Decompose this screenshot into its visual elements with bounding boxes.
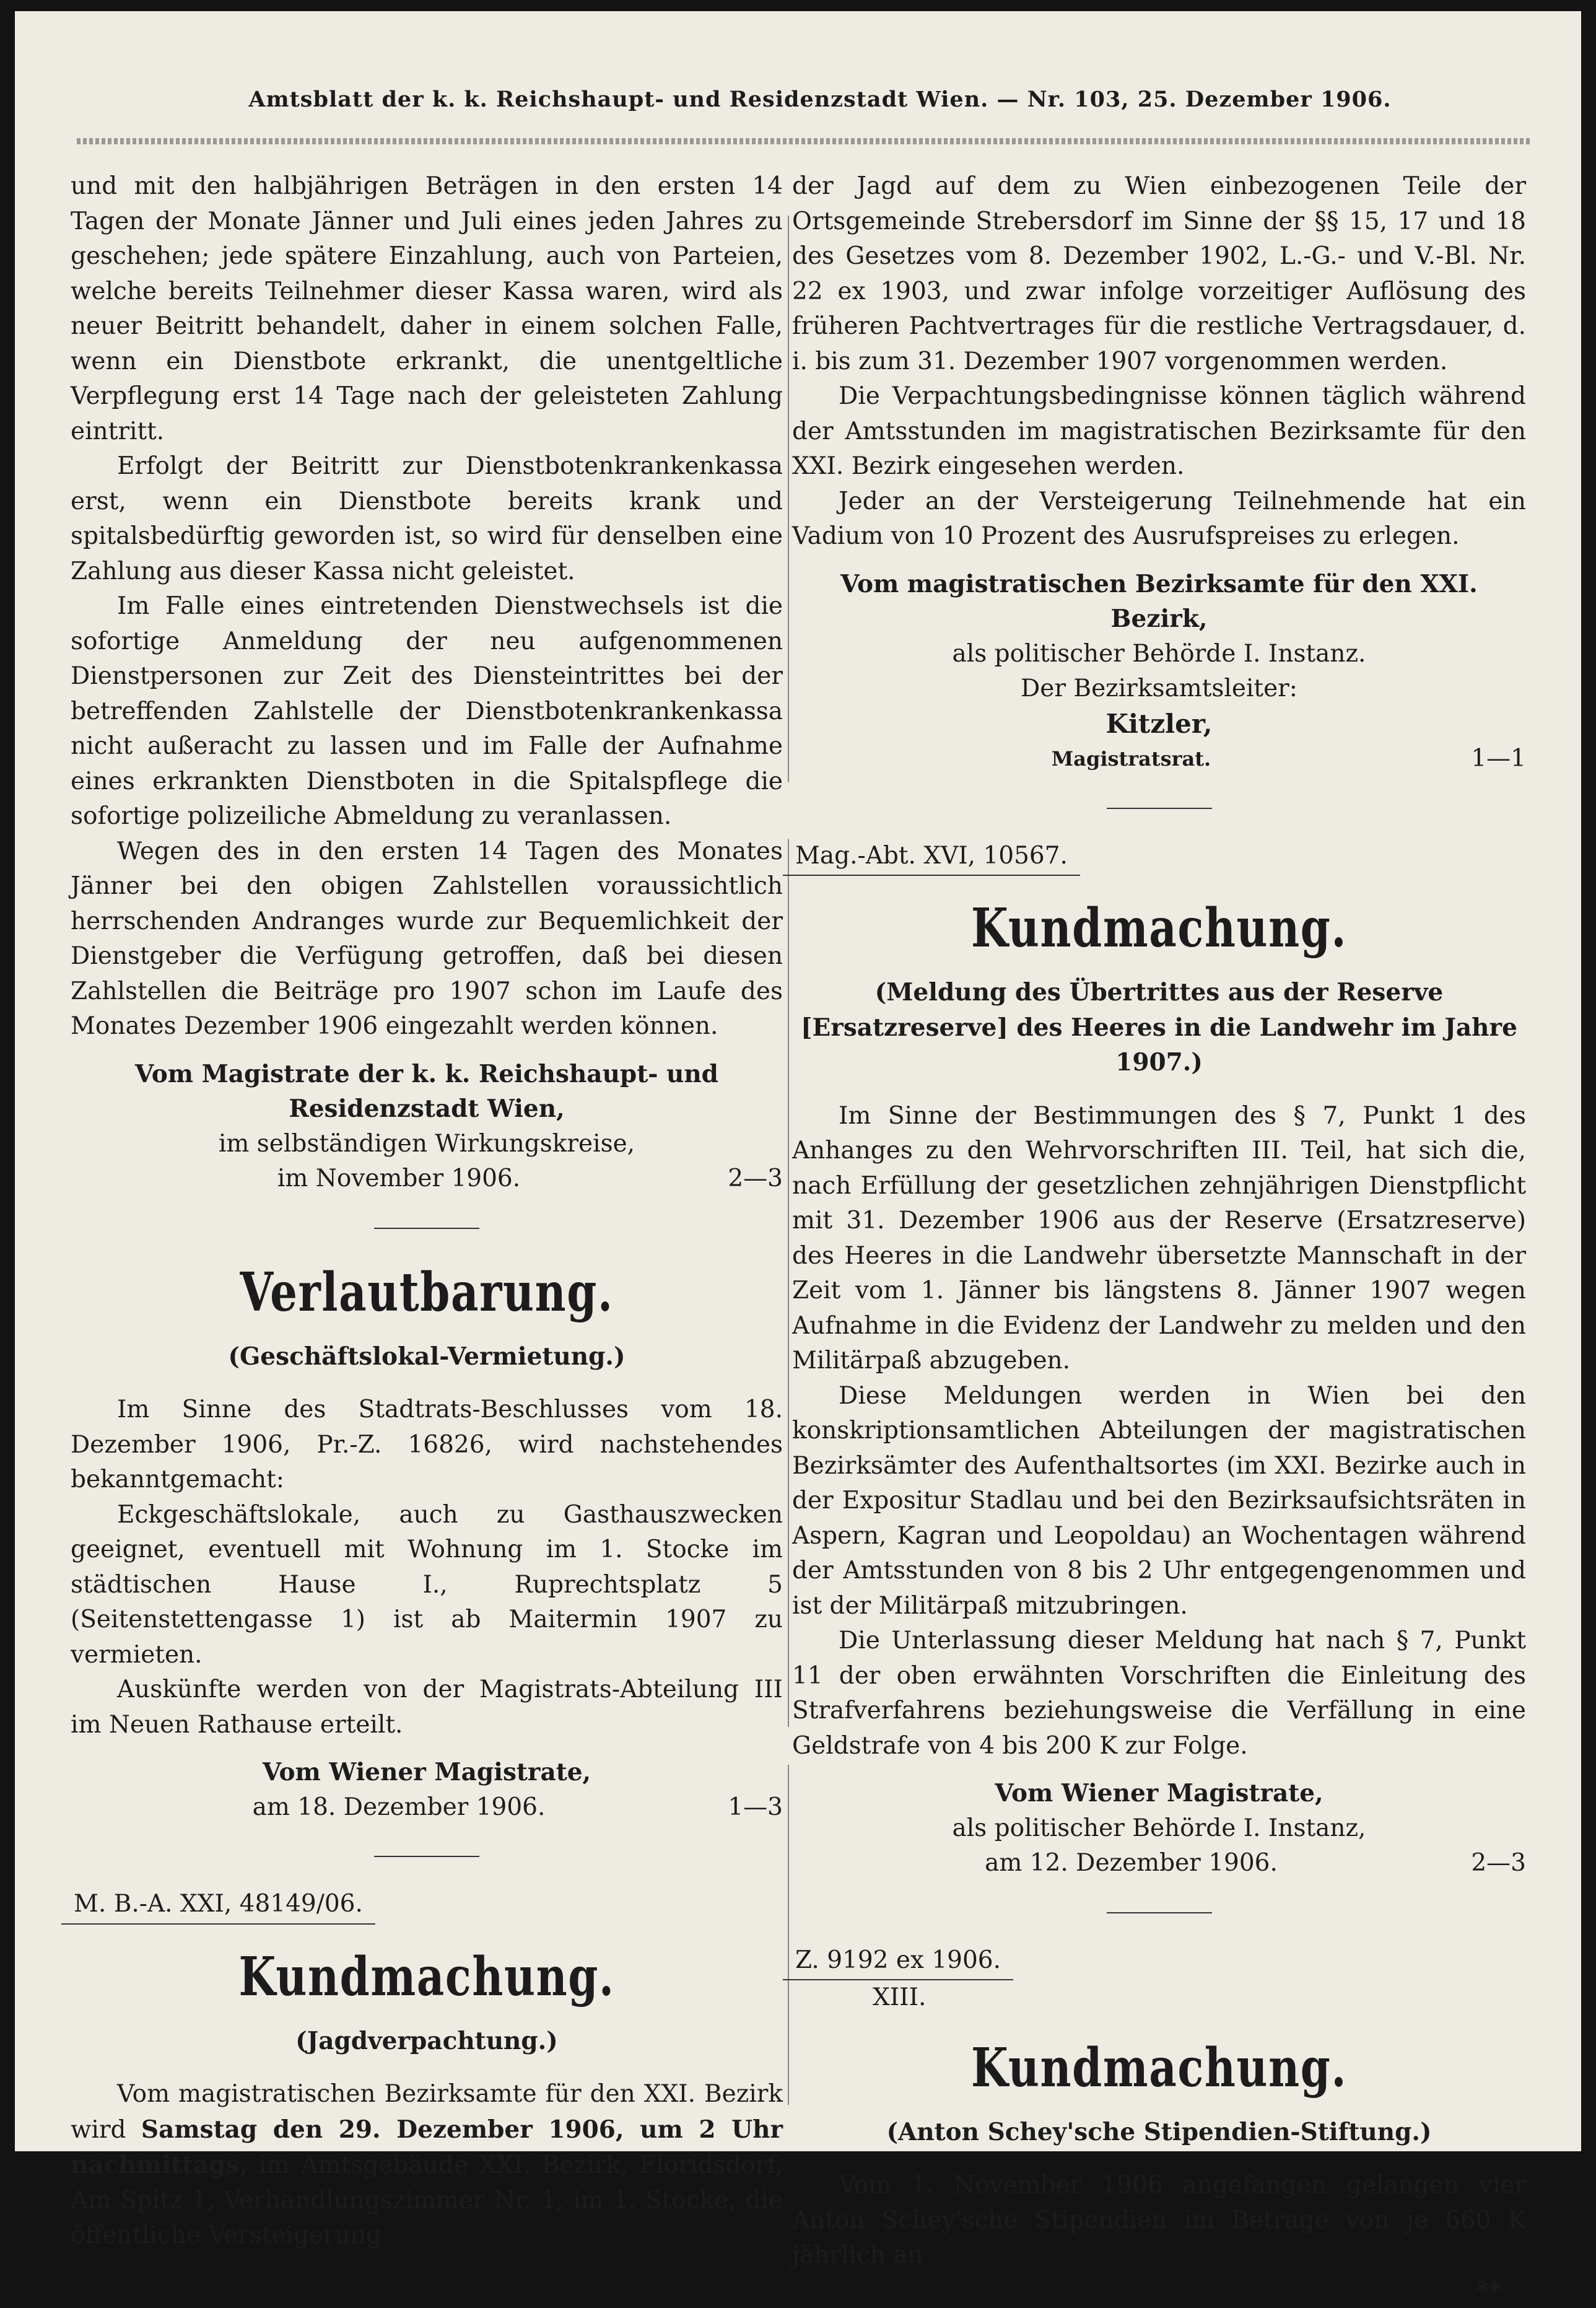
- notice-subtitle: (Anton Schey'sche Stipendien-Stiftung.): [792, 2115, 1526, 2150]
- notice-title: Kundmachung.: [142, 1943, 712, 2011]
- insertion-ref: 2—3: [727, 1161, 783, 1197]
- section-separator: [374, 1228, 479, 1229]
- notice-subtitle: (Meldung des Übertrittes aus der Reserve [Ersatzreserve] des Heeres in die Landwehr im Jahre 1907.): [792, 975, 1526, 1080]
- paragraph-text: im Amtsgebäude XXI. Bezirk, Floridsdorf, Am Spitz 1, Verhandlungszimmer Nr. 1, im 1. Stocke, die öffentliche Versteigerung: [71, 2151, 783, 2249]
- paragraph: Wegen des in den ersten 14 Tagen des Monates Jänner bei den obigen Zahlstellen voraussichtlich herrschenden Andranges wurde zur Bequemlichkeit der Dienstgeber die Verfügung getroffen, daß bei diesen Zahlstellen die Beiträge pro 1907 schon im Laufe des Monates Dezember 1906 eingezahlt werden können.: [71, 834, 783, 1044]
- paragraph: Die Verpachtungsbedingnisse können täglich während der Amtsstunden im magistratischen Bezirksamte für den XXI. Bezirk eingesehen werden.: [792, 379, 1526, 484]
- paragraph: Im Sinne der Bestimmungen des § 7, Punkt 1 des Anhanges zu den Wehrvorschriften III. Teil, hat sich die, nach Erfüllung der gesetzlichen zehnjährigen Dienstpflicht mit 31. Dezember 1906 aus der Reserve (Ersatzreserve) des Heeres in die Landwehr übersetzte Mannschaft in der Zeit vom 1. Jänner bis längstens 8. Jänner 1907 wegen Aufnahme in die Evidenz der Landwehr zu melden und den Militärpaß abzugeben.: [792, 1099, 1526, 1379]
- paragraph: Jeder an der Versteigerung Teilnehmende hat ein Vadium von 10 Prozent des Ausrufspreises zu erlegen.: [792, 484, 1526, 554]
- insertion-ref: 2—3: [1470, 1846, 1526, 1881]
- signature-capacity: als politischer Behörde I. Instanz.: [792, 637, 1526, 672]
- paragraph-text: Vom magistratischen Bezirksamte für den XXI. Bezirk wird: [71, 2080, 783, 2144]
- paragraph: Im Sinne des Stadtrats-Beschlusses vom 18. Dezember 1906, Pr.-Z. 16826, wird nachstehendes bekanntgemacht:: [71, 1392, 783, 1498]
- document-reference: Z. 9192 ex 1906.: [783, 1943, 1013, 1981]
- notice-title: Kundmachung.: [866, 2034, 1453, 2102]
- notice-title: Kundmachung.: [866, 894, 1453, 963]
- signature-authority: Vom Wiener Magistrate,: [71, 1755, 783, 1790]
- notice-title: Verlautbarung.: [142, 1259, 712, 1327]
- paragraph: und mit den halbjährigen Beträgen in den ersten 14 Tagen der Monate Jänner und Juli eines jeden Jahres zu geschehen; jede spätere Einzahlung, auch von Parteien, welche bereits Teilnehmer dieser Kassa waren, wird als neuer Beitritt behandelt, daher in einem solchen Falle, wenn ein Dienstbote erkrankt, die unentgeltliche Verpflegung erst 14 Tage nach der geleisteten Zahlung eintritt.: [71, 169, 783, 449]
- header-rule: [77, 138, 1532, 144]
- signatory-title: Magistratsrat.: [792, 741, 1470, 777]
- notice-subtitle: (Jagdverpachtung.): [71, 2024, 783, 2059]
- signature-date: am 12. Dezember 1906.: [792, 1846, 1470, 1881]
- paragraph: Die Unterlassung dieser Meldung hat nach § 7, Punkt 11 der oben erwähnten Vorschriften die Einleitung des Strafverfahrens beziehungsweise die Verfällung in eine Geldstrafe von 4 bis 200 K zur Folge.: [792, 1624, 1526, 1764]
- signature-authority: Vom magistratischen Bezirksamte für den XXI. Bezirk,: [792, 567, 1526, 637]
- signature-title-row: [792, 741, 1526, 777]
- right-column: [792, 169, 1526, 2308]
- paragraph: Eckgeschäftslokale, auch zu Gasthauszwecken geeignet, eventuell mit Wohnung im 1. Stocke im städtischen Hause I., Ruprechtsplatz 5 (Seitenstettengasse 1) ist ab Maitermin 1907 zu vermieten.: [71, 1498, 783, 1673]
- continuation-marks: **: [792, 2273, 1526, 2308]
- document-reference-sub: XIII.: [792, 1980, 1526, 2016]
- paragraph: der Jagd auf dem zu Wien einbezogenen Teile der Ortsgemeinde Strebersdorf im Sinne der §§ 15, 17 und 18 des Gesetzes vom 8. Dezember 1902, L.-G.- und V.-Bl. Nr. 22 ex 1903, und zwar infolge vorzeitiger Auflösung des früheren Pachtvertrages für die restliche Vertragsdauer, d. i. bis zum 31. Dezember 1907 vorgenommen werden.: [792, 169, 1526, 379]
- paragraph: Diese Meldungen werden in Wien bei den konskriptionsamtlichen Abteilungen der magistratischen Bezirksämter des Aufenthaltsortes (im XXI. Bezirke auch in der Expositur Stadlau und bei den Bezirksaufsichtsräten in Aspern, Kagran und Leopoldau) an Wochentagen während der Amtsstunden von 8 bis 2 Uhr entgegengenommen und ist der Militärpaß mitzubringen.: [792, 1379, 1526, 1624]
- section-separator: [1107, 808, 1212, 809]
- newspaper-page: [15, 11, 1581, 2151]
- page-header: Amtsblatt der k. k. Reichshaupt- und Residenzstadt Wien. — Nr. 103, 25. Dezember 1906.: [95, 87, 1545, 112]
- paragraph: Im Falle eines eintretenden Dienstwechsels ist die sofortige Anmeldung der neu aufgenommenen Dienstpersonen zur Zeit des Diensteintrittes bei der betreffenden Zahlstelle der Dienstbotenkrankenkassa nicht außeracht zu lassen und im Falle der Aufnahme eines erkrankten Dienstboten in die Spitalspflege die sofortige polizeiliche Abmeldung zu veranlassen.: [71, 589, 783, 834]
- paragraph: Erfolgt der Beitritt zur Dienstbotenkrankenkassa erst, wenn ein Dienstbote bereits krank und spitalsbedürftig geworden ist, so wird für denselben eine Zahlung aus dieser Kassa nicht geleistet.: [71, 449, 783, 589]
- signature-date-row: [792, 1846, 1526, 1881]
- paragraph: Vom 1. November 1906 angefangen gelangen vier Anton Schey'sche Stipendien im Betrage von je 660 K jährlich an: [792, 2168, 1526, 2273]
- section-separator: [374, 1856, 479, 1857]
- insertion-ref: 1—3: [727, 1790, 783, 1825]
- signature-date: am 18. Dezember 1906.: [71, 1790, 727, 1825]
- signature-date: im November 1906.: [71, 1161, 727, 1197]
- auction-date: Samstag den 29. Dezember 1906, um 2 Uhr nachmittags,: [71, 2115, 783, 2180]
- signature-capacity: im selbständigen Wirkungskreise,: [71, 1127, 783, 1162]
- insertion-ref: 1—1: [1470, 741, 1526, 777]
- signatory-name: Kitzler,: [792, 707, 1526, 742]
- signature-capacity: als politischer Behörde I. Instanz,: [792, 1811, 1526, 1847]
- signature-authority: Vom Magistrate der k. k. Reichshaupt- und Residenzstadt Wien,: [71, 1057, 783, 1127]
- document-reference: M. B.-A. XXI, 48149/06.: [61, 1887, 375, 1925]
- paragraph: Auskünfte werden von der Magistrats-Abteilung III im Neuen Rathause erteilt.: [71, 1672, 783, 1742]
- column-divider: [788, 216, 789, 2105]
- left-column: [71, 169, 783, 2253]
- signature-role: Der Bezirksamtsleiter:: [792, 671, 1526, 707]
- notice-subtitle: (Geschäftslokal-Vermietung.): [71, 1339, 783, 1375]
- section-separator: [1107, 1912, 1212, 1913]
- signature-authority: Vom Wiener Magistrate,: [792, 1776, 1526, 1811]
- document-reference: Mag.-Abt. XVI, 10567.: [783, 839, 1080, 876]
- signature-date-row: [71, 1790, 783, 1825]
- paragraph: [71, 2077, 783, 2253]
- signature-date-row: [71, 1161, 783, 1197]
